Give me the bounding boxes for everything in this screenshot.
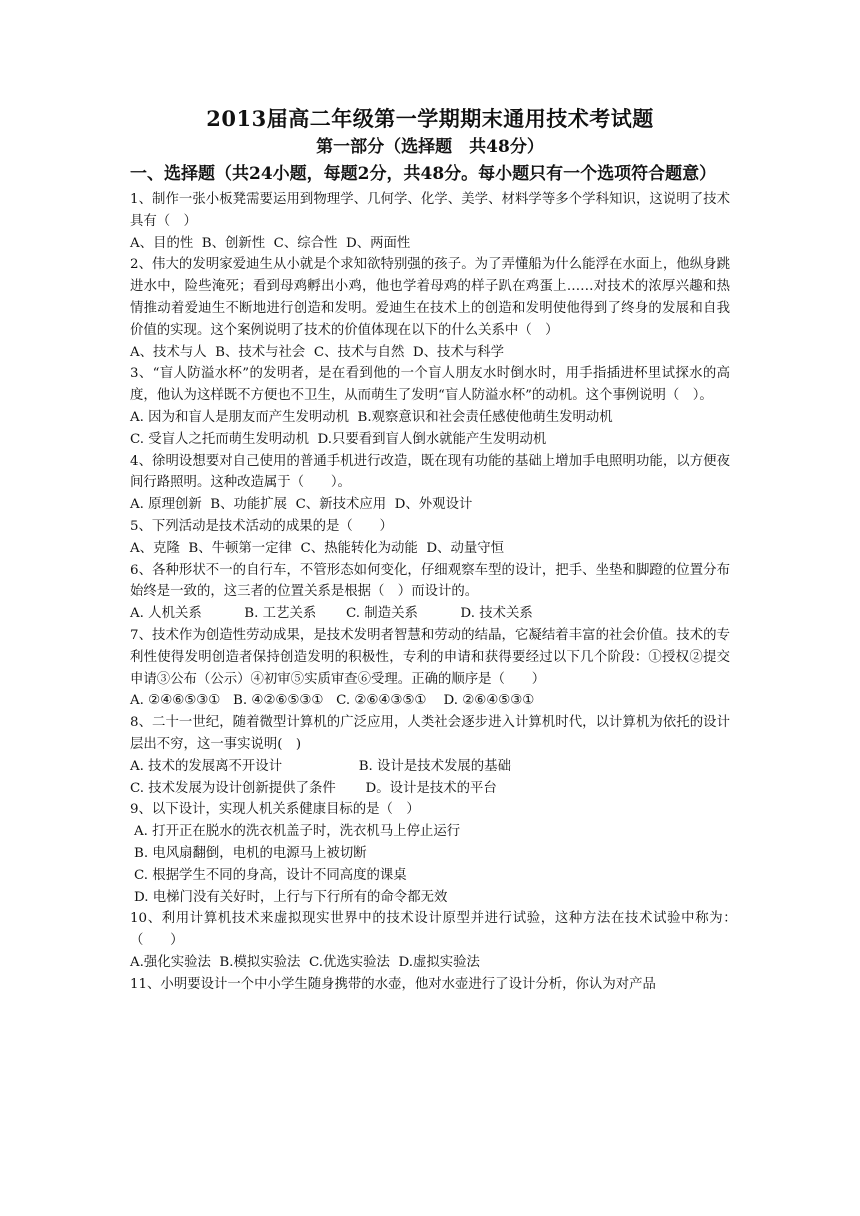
question-options: C. 受盲人之托而萌生发明动机 D.只要看到盲人倒水就能产生发明动机: [130, 431, 547, 447]
question-options: A、克隆 B、牛顿第一定律 C、热能转化为动能 D、动量守恒: [130, 540, 505, 556]
question-options: A. 因为和盲人是朋友而产生发明动机 B.观察意识和社会责任感使他萌生发明动机: [130, 409, 613, 425]
question-list: [130, 189, 744, 995]
question-options: A. 打开正在脱水的洗衣机盖子时，洗衣机马上停止运行: [134, 824, 461, 840]
question-item: [130, 363, 730, 450]
part-subtitle: 第一部分（选择题 共48分）: [316, 137, 544, 157]
question-stem: 8、二十一世纪，随着微型计算机的广泛应用，人类社会逐步进入计算机时代，以计算机为依托的设计层出不穷，这一事实说明( ): [130, 715, 730, 752]
question-item: [130, 625, 730, 712]
question-item: [130, 516, 730, 560]
section-heading: 一、选择题（共24小题，每题2分，共48分。每小题只有一个选项符合题意）: [130, 164, 717, 184]
question-options: A. 技术的发展离不开设计 B. 设计是技术发展的基础: [130, 758, 511, 774]
question-item: [130, 974, 730, 996]
question-stem: 9、以下设计，实现人机关系健康目标的是（ ）: [130, 802, 420, 818]
question-stem: 4、徐明设想要对自己使用的普通手机进行改造，既在现有功能的基础上增加手电照明功能，以方便夜间行路照明。这种改造属于（ ）。: [130, 453, 730, 491]
question-stem: 11、小明要设计一个中小学生随身携带的水壶，他对水壶进行了设计分析，你认为对产品: [130, 976, 656, 992]
question-stem: 6、各种形状不一的自行车，不管形态如何变化，仔细观察车型的设计，把手、坐垫和脚蹬的位置分布始终是一致的，这三者的位置关系是根据（ ）而设计的。: [130, 562, 730, 600]
question-stem: 7、技术作为创造性劳动成果，是技术发明者智慧和劳动的结晶，它凝结着丰富的社会价值。技术的专利性使得发明创造者保持创造发明的积极性，专利的申请和获得要经过以下几个阶段：①授权②提交申请③公布（公示）④初审⑤实质审查⑥受理。正确的顺序是（ ）: [130, 627, 730, 687]
question-options: A. 原理创新 B、功能扩展 C、新技术应用 D、外观设计: [130, 497, 473, 513]
question-options: B. 电风扇翻倒，电机的电源马上被切断: [134, 845, 367, 861]
question-options: A、目的性 B、创新性 C、综合性 D、两面性: [130, 235, 411, 251]
question-stem: 1、制作一张小板凳需要运用到物理学、几何学、化学、美学、材料学等多个学科知识，这说明了技术具有（ ）: [130, 192, 730, 229]
question-options: A. ②④⑥⑤③① B. ④②⑥⑤③① C. ②⑥④③⑤① D. ②⑥④⑤③①: [130, 693, 535, 709]
question-item: [130, 799, 730, 908]
question-options: D. 电梯门没有关好时，上行与下行所有的命令都无效: [134, 889, 448, 905]
question-stem: 10、利用计算机技术来虚拟现实世界中的技术设计原型并进行试验，这种方法在技术试验中称为： （ ）: [130, 911, 744, 949]
question-item: [130, 254, 730, 363]
question-options: A. 人机关系 B. 工艺关系 C. 制造关系 D. 技术关系: [130, 606, 533, 622]
question-options: C. 根据学生不同的身高，设计不同高度的课桌: [134, 867, 407, 883]
question-item: [130, 451, 730, 516]
question-stem: 2、伟大的发明家爱迪生从小就是个求知欲特别强的孩子。为了弄懂船为什么能浮在水面上，他纵身跳进水中，险些淹死；看到母鸡孵出小鸡，他也学着母鸡的样子趴在鸡蛋上……对技术的浓厚兴趣和热情推动着爱迪生不断地进行创造和发明。爱迪生在技术上的创造和发明使他得到了终身的发展和自我价值的实现。这个案例说明了技术的价值体现在以下的什么关系中（ ）: [130, 257, 730, 338]
question-item: [130, 189, 730, 254]
question-stem: 3、“盲人防溢水杯”的发明者，是在看到他的一个盲人朋友水时倒水时，用手指插进杯里试探水的高度，他认为这样既不方便也不卫生，从而萌生了发明“盲人防溢水杯”的动机。这个事例说明（ ）。: [130, 366, 730, 404]
exam-title: 2013届高二年级第一学期期末通用技术考试题: [206, 106, 654, 131]
question-options: C. 技术发展为设计创新提供了条件 D。设计是技术的平台: [130, 780, 497, 796]
question-item: [130, 712, 730, 799]
question-item: [130, 908, 744, 973]
question-item: [130, 560, 730, 625]
question-options: A.强化实验法 B.模拟实验法 C.优选实验法 D.虚拟实验法: [130, 954, 480, 970]
exam-page: [130, 104, 744, 995]
question-stem: 5、下列活动是技术活动的成果的是（ ）: [130, 518, 393, 534]
question-options: A、技术与人 B、技术与社会 C、技术与自然 D、技术与科学: [130, 344, 505, 360]
